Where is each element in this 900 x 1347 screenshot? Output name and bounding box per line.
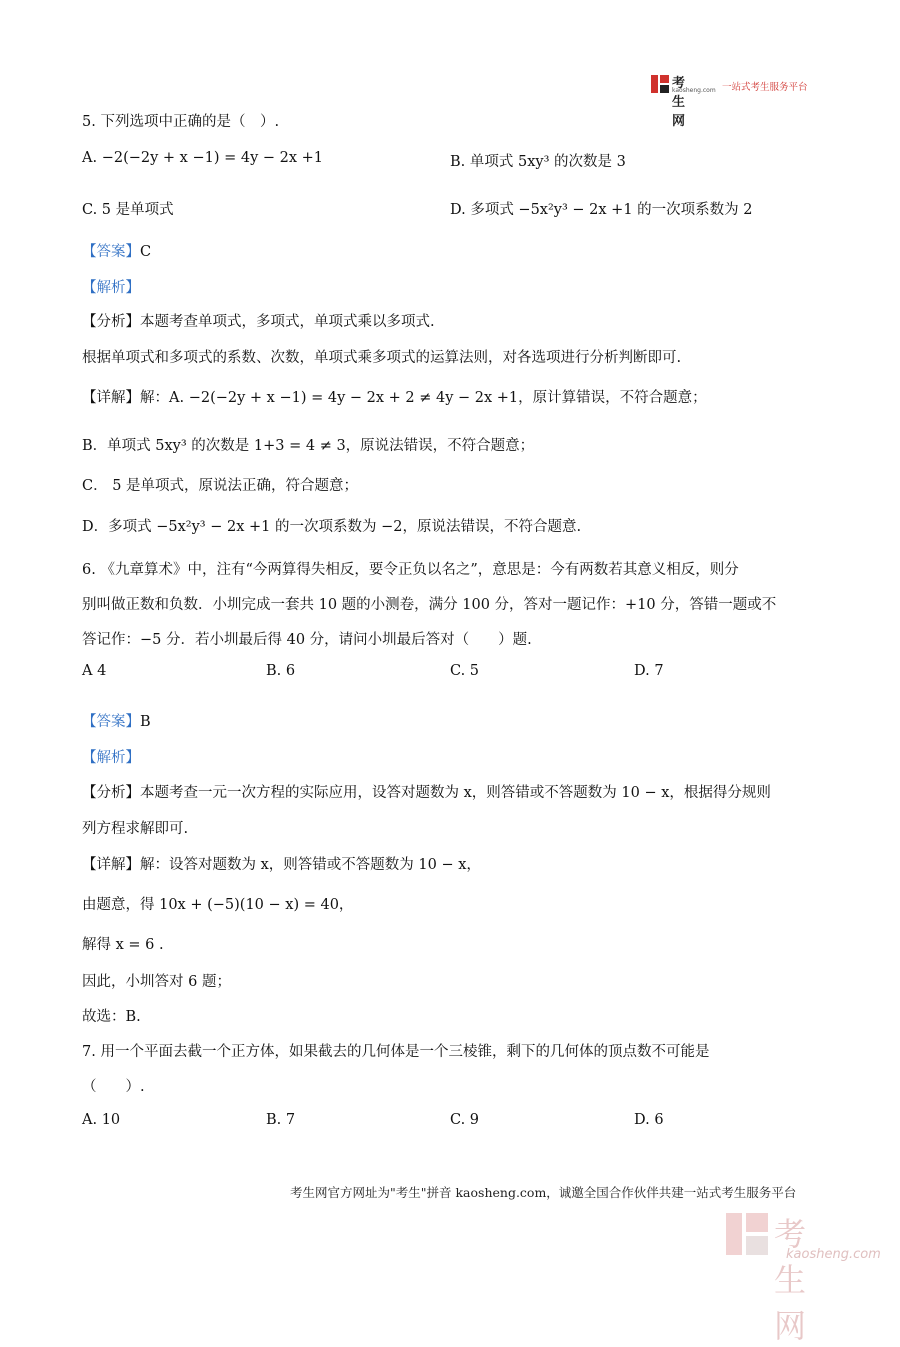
q5-option-b: B. 单项式 5xy³ 的次数是 3	[450, 154, 626, 170]
q5-detail-a-line	[82, 386, 707, 407]
watermark-url: kaosheng.com	[786, 1247, 881, 1262]
logo-url: kaosheng.com	[672, 87, 716, 94]
q6-detail-5: 故选：B.	[82, 1009, 141, 1025]
watermark-name: 考生网	[774, 1215, 809, 1345]
q5-detail-d: D．多项式 −5x²y³ − 2x +1 的一次项系数为 −2，原说法错误，不符合题意.	[82, 519, 582, 535]
q6-fenxi-line	[82, 781, 771, 802]
q5-fenxi-line	[82, 310, 435, 331]
q6-answer: B	[140, 714, 151, 730]
q5-detail-a: 解：A. −2(−2y + x −1) = 4y − 2x + 2 ≠ 4y − 2x +1，原计算错误，不符合题意；	[140, 390, 707, 406]
q6-detail-line-1	[82, 853, 481, 874]
q6-option-c: C. 5	[450, 663, 480, 679]
q6-fenxi-2: 列方程求解即可.	[82, 821, 189, 837]
q5-answer-line	[82, 240, 151, 261]
q7-stem-line-1: 7. 用一个平面去截一个正方体，如果截去的几何体是一个三棱锥，剩下的几何体的顶点数不可能是	[82, 1044, 710, 1060]
q5-answer-tag: 【答案】	[82, 244, 140, 260]
q7-option-d: D. 6	[634, 1112, 664, 1128]
q6-stem-line-1: 6. 《九章算术》中，注有“今两算得失相反，要令正负以名之”，意思是：今有两数若其意义相反，则分	[82, 562, 739, 578]
q6-detail-tag: 【详解】	[82, 857, 140, 873]
q6-option-b: B. 6	[266, 663, 296, 679]
q5-stem: 5. 下列选项中正确的是（ ）.	[82, 114, 280, 130]
q6-detail-4: 因此，小圳答对 6 题；	[82, 974, 231, 990]
q5-method: 根据单项式和多项式的系数、次数，单项式乘多项式的运算法则，对各选项进行分析判断即可.	[82, 350, 682, 366]
logo-slogan: 一站式考生服务平台	[722, 82, 808, 93]
q5-detail-tag: 【详解】	[82, 390, 140, 406]
q6-stem-line-2: 别叫做正数和负数．小圳完成一套共 10 题的小测卷，满分 100 分，答对一题记作：+10 分，答错一题或不	[82, 597, 777, 613]
q5-fenxi-tag: 【分析】	[82, 314, 140, 330]
q5-detail-c: C． 5 是单项式，原说法正确，符合题意；	[82, 478, 359, 494]
page-footer: 考生网官方网址为"考生"拼音 kaosheng.com，诚邀全国合作伙伴共建一站式考生服务平台	[290, 1185, 797, 1200]
q6-fenxi-tag: 【分析】	[82, 785, 140, 801]
kaosheng-logo-icon	[651, 75, 669, 93]
q7-option-a: A. 10	[82, 1112, 121, 1128]
q7-stem-line-2: （ ）.	[82, 1079, 145, 1095]
q6-option-a: A 4	[82, 663, 107, 679]
q6-analysis-tag: 【解析】	[82, 750, 140, 766]
q6-stem-line-3: 答记作：−5 分．若小圳最后得 40 分，请问小圳最后答对（ ）题.	[82, 632, 532, 648]
q6-answer-line	[82, 710, 151, 731]
q6-fenxi-1: 本题考查一元一次方程的实际应用，设答对题数为 x，则答错或不答题数为 10 − x，根据得分规则	[140, 785, 771, 801]
q5-analysis-tag: 【解析】	[82, 280, 140, 296]
q5-detail-b: B．单项式 5xy³ 的次数是 1+3 = 4 ≠ 3，原说法错误，不符合题意；	[82, 438, 535, 454]
q5-fenxi: 本题考查单项式，多项式，单项式乘以多项式.	[140, 314, 435, 330]
watermark-logo-icon	[726, 1213, 768, 1255]
q6-detail-2: 由题意，得 10x + (−5)(10 − x) = 40，	[82, 897, 354, 913]
logo-name: 考生网	[672, 76, 686, 129]
q5-option-c: C. 5 是单项式	[82, 202, 174, 218]
q7-option-c: C. 9	[450, 1112, 480, 1128]
q5-option-a: A. −2(−2y + x −1) = 4y − 2x +1	[82, 150, 324, 166]
q5-answer: C	[140, 244, 152, 260]
q6-answer-tag: 【答案】	[82, 714, 140, 730]
q5-option-d: D. 多项式 −5x²y³ − 2x +1 的一次项系数为 2	[450, 202, 753, 218]
q6-option-d: D. 7	[634, 663, 664, 679]
q6-detail-3: 解得 x = 6 .	[82, 937, 164, 953]
q7-option-b: B. 7	[266, 1112, 296, 1128]
q6-detail-1: 解：设答对题数为 x，则答错或不答题数为 10 − x，	[140, 857, 481, 873]
